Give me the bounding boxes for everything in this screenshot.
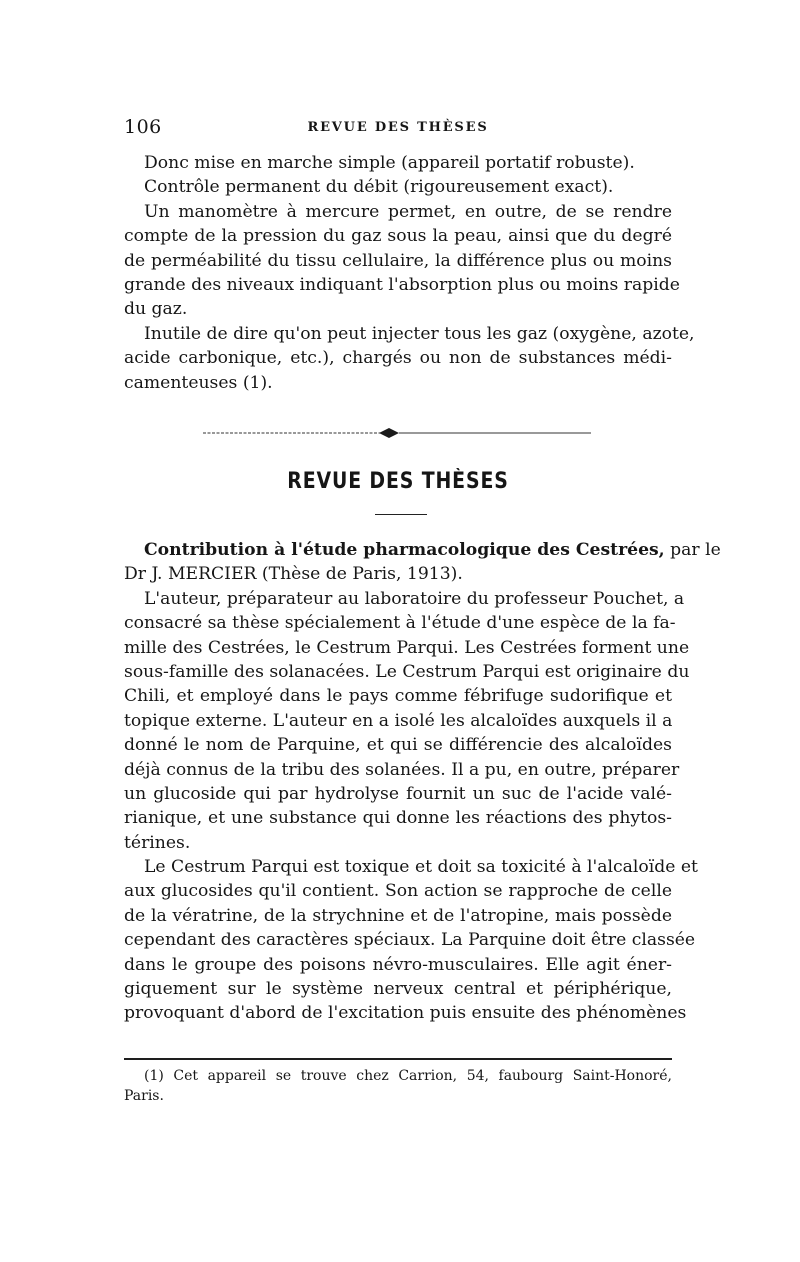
intro-paragraph-2 bbox=[124, 175, 672, 199]
running-header bbox=[124, 114, 672, 142]
review-entry bbox=[124, 538, 721, 1026]
text-line: du gaz. bbox=[124, 299, 188, 320]
text-line: compte de la pression du gaz sous la peau, ainsi que du degré bbox=[124, 226, 672, 247]
running-title: REVUE DES THÈSES bbox=[307, 120, 489, 135]
review-paragraph-2 bbox=[124, 855, 698, 1026]
text-line: déjà connus de la tribu des solanées. Il a pu, en outre, préparer bbox=[124, 759, 680, 780]
footnote bbox=[124, 1066, 672, 1106]
intro-paragraph-4 bbox=[124, 322, 695, 395]
review-byline: Dr J. MERCIER (Thèse de Paris, 1913). bbox=[124, 564, 463, 585]
footnote-line: (1) Cet appareil se trouve chez Carrion, 54, faubourg Saint-Honoré, bbox=[144, 1068, 672, 1084]
ornamental-divider bbox=[203, 428, 591, 438]
text-line: cependant des caractères spéciaux. La Parquine doit être classée bbox=[124, 930, 696, 951]
byline-start: par le bbox=[670, 540, 721, 560]
text-line: camenteuses (1). bbox=[124, 372, 273, 393]
footnote-rule bbox=[124, 1058, 672, 1060]
review-title-line bbox=[124, 538, 721, 562]
text-line: dans le groupe des poisons névro-musculaires. Elle agit éner- bbox=[124, 954, 672, 975]
intro-paragraph-1 bbox=[124, 151, 672, 175]
intro-paragraph-3 bbox=[124, 200, 680, 322]
text-line: rianique, et une substance qui donne les réactions des phytos- bbox=[124, 808, 672, 829]
text-line: de la vératrine, de la strychnine et de l'atropine, mais possède bbox=[124, 905, 672, 926]
text-line: Chili, et employé dans le pays comme fébrifuge sudorifique et bbox=[124, 686, 672, 707]
text-line: donné le nom de Parquine, et qui se différencie des alcaloïdes bbox=[124, 735, 672, 756]
footnote-line: Paris. bbox=[124, 1088, 164, 1104]
page-number: 106 bbox=[124, 116, 162, 138]
text-line: aux glucosides qu'il contient. Son action se rapproche de celle bbox=[124, 881, 672, 902]
text-line: térines. bbox=[124, 832, 191, 853]
text-line: Le Cestrum Parqui est toxique et doit sa toxicité à l'alcaloïde et bbox=[144, 857, 698, 878]
text-line: provoquant d'abord de l'excitation puis ensuite des phénomènes bbox=[124, 1003, 687, 1024]
heading-rule bbox=[375, 514, 427, 515]
text-line: L'auteur, préparateur au laboratoire du professeur Pouchet, a bbox=[144, 588, 685, 609]
text-line: mille des Cestrées, le Cestrum Parqui. Les Cestrées forment une bbox=[124, 637, 690, 658]
text-line: giquement sur le système nerveux central et périphérique, bbox=[124, 979, 672, 1000]
text-line: Contrôle permanent du débit (rigoureusement exact). bbox=[144, 177, 614, 198]
intro-text bbox=[124, 151, 695, 395]
text-line: Inutile de dire qu'on peut injecter tous les gaz (oxygène, azote, bbox=[144, 323, 695, 344]
text-line: topique externe. L'auteur en a isolé les alcaloïdes auxquels il a bbox=[124, 710, 673, 731]
text-line: sous-famille des solanacées. Le Cestrum Parqui est originaire du bbox=[124, 661, 690, 682]
text-line: Donc mise en marche simple (appareil portatif robuste). bbox=[144, 153, 635, 173]
review-paragraph-1 bbox=[124, 587, 690, 855]
text-line: un glucoside qui par hydrolyse fournit un suc de l'acide valé- bbox=[124, 783, 672, 804]
text-line: grande des niveaux indiquant l'absorption plus ou moins rapide bbox=[124, 274, 680, 295]
text-line: Un manomètre à mercure permet, en outre, de se rendre bbox=[144, 201, 672, 222]
text-line: consacré sa thèse spécialement à l'étude d'une espèce de la fa- bbox=[124, 613, 676, 634]
diamond-ornament-icon bbox=[379, 428, 399, 438]
text-line: acide carbonique, etc.), chargés ou non de substances médi- bbox=[124, 348, 672, 369]
text-line: de perméabilité du tissu cellulaire, la différence plus ou moins bbox=[124, 250, 672, 271]
section-heading: REVUE DES THÈSES bbox=[287, 469, 509, 494]
review-title: Contribution à l'étude pharmacologique des Cestrées, bbox=[144, 540, 665, 560]
